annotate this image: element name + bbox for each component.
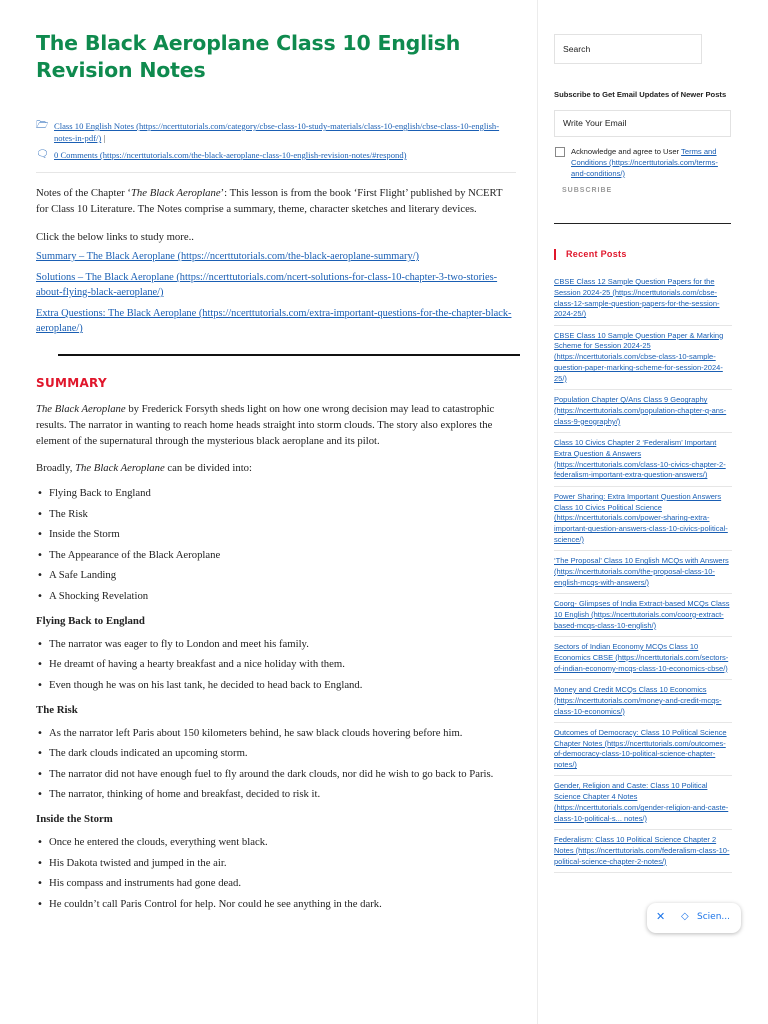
list-item: • Even though he was on his last tank, he decided to head back to England. xyxy=(36,678,516,693)
click-below-text: Click the below links to study more.. xyxy=(36,231,194,243)
divider xyxy=(58,354,520,356)
recent-post-link[interactable]: Population Chapter Q/Ans Class 9 Geography (https://ncerttutorials.com/population-chapter-q-ans-class-9-geography/) xyxy=(554,395,732,433)
summary-paragraph xyxy=(36,401,516,449)
search-chip[interactable] xyxy=(647,903,741,933)
section-list xyxy=(36,637,516,693)
extra-questions-link[interactable]: Extra Questions: The Black Aeroplane (https://ncerttutorials.com/extra-important-questions-for-the-chapter-black-aeroplane/) xyxy=(36,308,512,334)
broadly-book-title: The Black Aeroplane xyxy=(75,462,165,474)
recent-post-link[interactable]: Coorg- Glimpses of India Extract-based MCQs Class 10 English (https://ncerttutorials.com/coorg-extract-based-mcqs-class-10-english/) xyxy=(554,599,732,637)
page-title: The Black Aeroplane Class 10 English Revision Notes xyxy=(36,31,461,82)
recent-post-link[interactable]: Power Sharing: Extra Important Question Answers Class 10 Civics Political Science (https://ncerttutorials.com/power-sharing-extra-important-question-answers-class-10-civics-political-science/) xyxy=(554,492,732,551)
recent-post-link[interactable]: Gender, Religion and Caste: Class 10 Political Science Chapter 4 Notes (https://ncerttutorials.com/gender-religion-and-caste-class-10-political-s... notes/) xyxy=(554,781,732,830)
section-heading: Flying Back to England xyxy=(36,614,145,627)
terms-link[interactable]: Terms and Conditions (https://ncerttutorials.com/terms-and-conditions/) xyxy=(571,147,718,178)
recent-posts-heading: Recent Posts xyxy=(554,249,732,259)
list-item: • The dark clouds indicated an upcoming storm. xyxy=(36,746,516,761)
list-item: • The narrator, thinking of home and breakfast, decided to risk it. xyxy=(36,787,516,802)
list-item: • Flying Back to England xyxy=(36,486,516,501)
section-list xyxy=(36,726,516,803)
section-list xyxy=(36,835,516,912)
intro-paragraph xyxy=(36,185,516,217)
category-link[interactable]: Class 10 English Notes (https://ncerttutorials.com/category/cbse-class-10-study-materials/class-10-english/cbse-class-10-english-notes-in-pdf/) xyxy=(54,121,500,143)
recent-post-link[interactable]: Sectors of Indian Economy MCQs Class 10 Economics CBSE (https://ncerttutorials.com/sectors-of-indian-economy-mcqs-class-10-economics-cbse/) xyxy=(554,642,732,680)
summary-text: by Frederick Forsyth sheds light on how one wrong decision may lead to catastrophic results. The narrator in wanting to reach home heads straight into storm clouds. The story also explores the element of the supernatural through the mysterious black aeroplane and its pilot. xyxy=(36,403,495,447)
solutions-link[interactable]: Solutions – The Black Aeroplane (https://ncerttutorials.com/ncert-solutions-for-class-10-chapter-3-two-stories-about-flying-black-aeroplane/) xyxy=(36,272,498,298)
agree-checkbox[interactable] xyxy=(555,147,565,157)
intro-text-start: Notes of the Chapter ‘ xyxy=(36,187,131,199)
summary-link[interactable]: Summary – The Black Aeroplane (https://ncerttutorials.com/the-black-aeroplane-summary/) xyxy=(36,251,419,262)
summary-book-title: The Black Aeroplane xyxy=(36,403,126,415)
subscribe-text: Subscribe to Get Email Updates of Newer Posts xyxy=(554,90,727,99)
meta-separator: | xyxy=(101,133,106,143)
study-links xyxy=(36,249,516,336)
recent-post-link[interactable]: Class 10 Civics Chapter 2 ‘Federalism’ Important Extra Question & Answers (https://ncerttutorials.com/class-10-civics-chapter-2-federalism-important-extra-question-answers/) xyxy=(554,438,732,487)
list-item: • A Shocking Revelation xyxy=(36,589,516,604)
sidebar-divider xyxy=(554,223,731,224)
broadly-end: can be divided into: xyxy=(164,462,252,474)
recent-post-link[interactable]: Federalism: Class 10 Political Science Chapter 2 Notes (https://ncerttutorials.com/federalism-class-10-political-science-chapter-2-notes/) xyxy=(554,835,732,873)
recent-post-link[interactable]: CBSE Class 10 Sample Question Paper & Marking Scheme for Session 2024-25 (https://ncerttutorials.com/cbse-class-10-sample-question-paper-marking-scheme-for-session-2024-25/) xyxy=(554,331,732,390)
category-row xyxy=(36,120,516,144)
recent-post-link[interactable]: Money and Credit MCQs Class 10 Economics (https://ncerttutorials.com/money-and-credit-mcqs-class-10-economics/) xyxy=(554,685,732,723)
email-field[interactable]: Write Your Email xyxy=(554,110,731,137)
post-meta xyxy=(36,120,516,173)
section-heading: The Risk xyxy=(36,703,78,716)
broadly-paragraph xyxy=(36,460,516,476)
agree-label: Acknowledge and agree to User xyxy=(571,147,682,156)
list-item: • The Appearance of the Black Aeroplane xyxy=(36,548,516,563)
list-item: • He dreamt of having a hearty breakfast and a nice holiday with them. xyxy=(36,657,516,672)
folder-icon: 🗁 xyxy=(36,120,49,131)
list-item: • As the narrator left Paris about 150 kilometers behind, he saw black clouds hovering before him. xyxy=(36,726,516,741)
list-item: • Once he entered the clouds, everything went black. xyxy=(36,835,516,850)
list-item: • The Risk xyxy=(36,507,516,522)
article xyxy=(36,30,516,917)
list-item: • The narrator did not have enough fuel to fly around the dark clouds, nor did he wish to go back to Paris. xyxy=(36,767,516,782)
recent-post-link[interactable]: CBSE Class 12 Sample Question Papers for the Session 2024-25 (https://ncerttutorials.com/cbse-class-12-sample-question-papers-for-the-session-2024-25/) xyxy=(554,277,732,326)
intro-text-end: ’: This lesson is from the book ‘First Flight’ published by NCERT for Class 10 Literature. The Notes comprise a summary, theme, character sketches and literary devices. xyxy=(36,187,503,215)
agree-row xyxy=(554,146,732,179)
section-heading: Inside the Storm xyxy=(36,813,113,825)
list-item: • Inside the Storm xyxy=(36,527,516,542)
broadly-start: Broadly, xyxy=(36,462,76,474)
comments-icon: 🗨 xyxy=(36,149,49,160)
sidebar xyxy=(554,34,732,878)
comments-link[interactable]: 0 Comments (https://ncerttutorials.com/the-black-aeroplane-class-10-english-revision-notes/#respond) xyxy=(54,150,407,160)
list-item: • He couldn’t call Paris Control for help. Nor could he see anything in the dark. xyxy=(36,897,516,912)
search-input[interactable]: Search xyxy=(554,34,702,64)
list-item: • His Dakota twisted and jumped in the air. xyxy=(36,856,516,871)
summary-heading: SUMMARY xyxy=(36,376,107,390)
subscribe-button[interactable]: SUBSCRIBE xyxy=(562,187,613,194)
comments-row xyxy=(36,149,516,161)
list-item: • His compass and instruments had gone dead. xyxy=(36,876,516,891)
intro-book-title: The Black Aeroplane xyxy=(130,187,221,199)
recent-post-link[interactable]: Outcomes of Democracy: Class 10 Political Science Chapter Notes (https://ncerttutorials.com/outcomes-of-democracy-class-10-political-science-chapter-notes/) xyxy=(554,728,732,777)
list-item: • A Safe Landing xyxy=(36,568,516,583)
tag-icon: ◇ xyxy=(681,911,689,922)
chip-label: Scien... xyxy=(697,912,730,922)
list-item: • The narrator was eager to fly to London and meet his family. xyxy=(36,637,516,652)
column-divider xyxy=(537,0,538,1024)
recent-post-link[interactable]: ‘The Proposal’ Class 10 English MCQs with Answers (https://ncerttutorials.com/the-proposal-class-10-english-mcqs-with-answers/) xyxy=(554,556,732,594)
parts-list xyxy=(36,486,516,604)
close-icon[interactable]: ✕ xyxy=(656,910,666,923)
recent-posts-list xyxy=(554,277,732,873)
